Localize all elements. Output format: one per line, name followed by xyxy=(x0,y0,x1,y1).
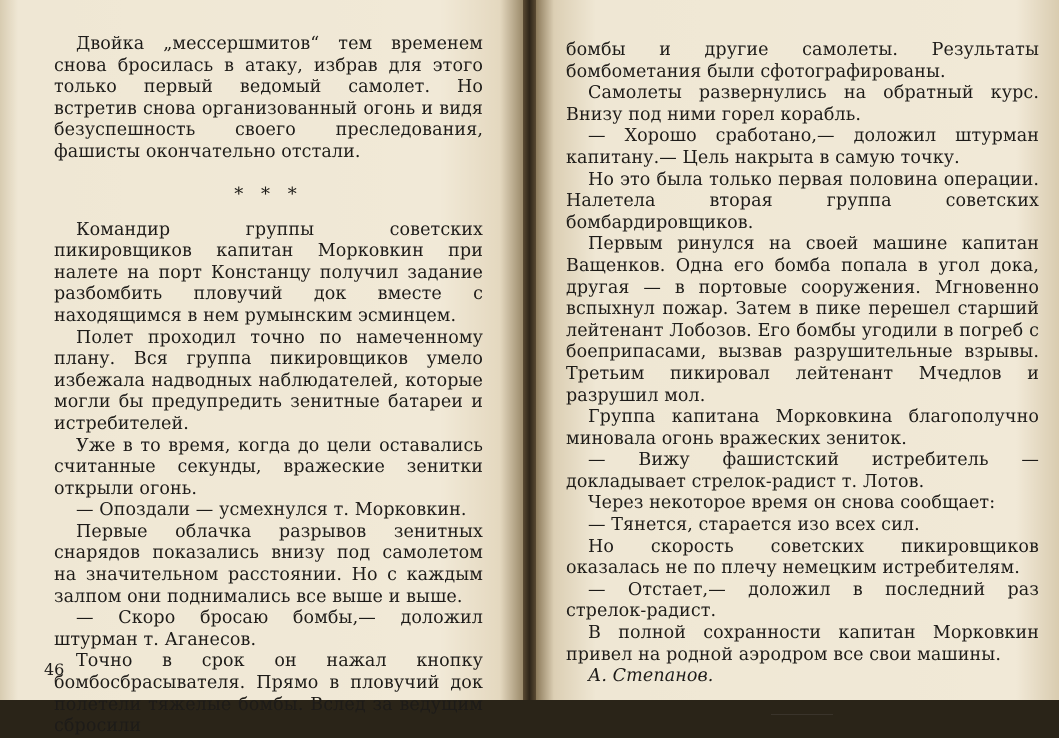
page-number: 46 xyxy=(44,660,65,679)
paragraph: Двойка „мессершмитов“ тем временем снова бросилась в атаку, избрав для этого только первый ведомый самолет. Но встретив снова организованный огонь и видя безуспешность своего преследования, фашисты окончательно отстали. xyxy=(54,34,483,162)
paragraph: Точно в срок он нажал кнопку бомбосбрасывателя. Прямо в пловучий док полетели тяжелые бомбы. Вслед за ведущим сбросили xyxy=(54,651,483,737)
paragraph: Командир группы советских пикировщиков капитан Морковкин при налете на порт Констанцу получил задание разбомбить пловучий док вместе с находящимся в нем румынским эсминцем. xyxy=(54,219,483,326)
paragraph: — Хорошо сработано,— доложил штурман капитану.— Цель накрыта в самую точку. xyxy=(566,126,1039,168)
paragraph: Но это была только первая половина операции. Налетела вторая группа советских бомбардировщиков. xyxy=(566,169,1039,233)
paragraph: Уже в то время, когда до цели оставались считанные секунды, вражеские зенитки открыли огонь. xyxy=(54,435,483,499)
paragraph-continuation: бомбы и другие самолеты. Результаты бомбометания были сфотографированы. xyxy=(566,40,1039,82)
right-page xyxy=(536,0,1059,700)
paragraph: Но скорость советских пикировщиков оказалась не по плечу немецким истребителям. xyxy=(566,536,1039,579)
paragraph: — Отстает,— доложил в последний раз стрелок-радист. xyxy=(566,579,1039,622)
paragraph: — Опоздали — усмехнулся т. Морковкин. xyxy=(76,500,467,521)
paragraph: — Вижу фашистский истребитель — докладывает стрелок-радист т. Лотов. xyxy=(566,450,1039,492)
end-rule xyxy=(771,714,833,715)
paragraph: Самолеты развернулись на обратный курс. Внизу под ними горел корабль. xyxy=(566,83,1039,125)
left-page xyxy=(0,0,523,737)
paragraph: Группа капитана Морковкина благополучно миновала огонь вражеских зениток. xyxy=(566,407,1039,449)
author-signature: А. Степанов. xyxy=(588,666,714,687)
paragraph: Первым ринулся на своей машине капитан Ващенков. Одна его бомба попала в угол дока, другая — в портовые сооружения. Мгновенно вспыхнул пожар. Затем в пике перешел старший лейтенант Лобозов. Его бомбы угодили в погреб с боеприпасами, вызвав разрушительные взрывы. Третьим пикировал лейтенант Мчедлов и разрушил мол. xyxy=(566,234,1039,406)
paragraph: — Тянется, старается изо всех сил. xyxy=(588,515,920,536)
book-gutter xyxy=(523,0,536,700)
section-separator: * * * xyxy=(234,183,303,205)
paragraph: Полет проходил точно по намеченному плану. Вся группа пикировщиков умело избежала надводных наблюдателей, которые могли бы предупредить зенитные батареи и истребителей. xyxy=(54,327,483,434)
paragraph: Первые облачка разрывов зенитных снарядов показались внизу под самолетом на значительном расстоянии. Но с каждым залпом они поднимались все выше и выше. xyxy=(54,521,483,607)
right-page-text xyxy=(566,40,1039,715)
paragraph: В полной сохранности капитан Морковкин привел на родной аэродром все свои машины. xyxy=(566,623,1039,665)
left-page-text xyxy=(54,34,483,738)
paragraph: — Скоро бросаю бомбы,— доложил штурман т. Аганесов. xyxy=(54,608,483,650)
paragraph: Через некоторое время он снова сообщает: xyxy=(588,493,996,514)
